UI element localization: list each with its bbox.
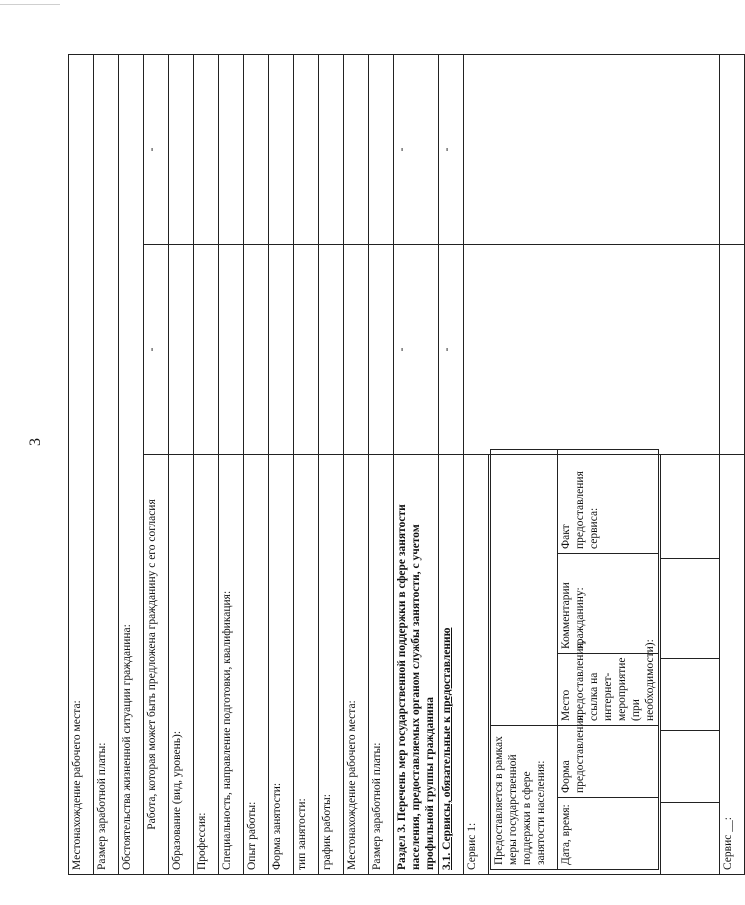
scan-edge-mark xyxy=(0,4,60,5)
empty-cell xyxy=(344,245,369,455)
service-n-label: Сервис __: xyxy=(720,455,745,875)
education-row: Образование (вид, уровень): xyxy=(169,455,194,875)
table-row xyxy=(369,54,394,874)
table-row xyxy=(294,54,319,874)
work-schedule-row: график работы: xyxy=(319,455,344,875)
table-row xyxy=(269,54,294,874)
table-row xyxy=(344,54,369,874)
empty-cell xyxy=(661,659,720,731)
employment-form-row: Форма занятости: xyxy=(269,455,294,875)
fact-label: Факт предоставления сервиса: xyxy=(558,449,659,553)
section-3-title: Раздел 3. Перечень мер государственной поддержки в сфере занятости населения, предоставляемых органом службы занятости, с учетом профильной группы гражданина xyxy=(394,455,439,875)
service-1-label: Сервис 1: xyxy=(464,455,489,875)
empty-cell xyxy=(169,245,194,455)
workplace-location-2-row: Местонахождение рабочего места: xyxy=(344,455,369,875)
empty-cell xyxy=(369,245,394,455)
salary-size-2-row: Размер заработной платы: xyxy=(369,455,394,875)
datetime-label: Дата, время: xyxy=(558,798,659,870)
table-row xyxy=(558,449,659,869)
table-row xyxy=(491,449,558,869)
dash-cell: - xyxy=(394,54,439,244)
provided-within-label: Предоставляется в рамках меры государственной поддержки в сфере занятости населения: xyxy=(491,725,558,869)
dash-cell: - xyxy=(144,54,169,244)
table-row xyxy=(319,54,344,874)
empty-cell xyxy=(244,54,269,244)
table-row xyxy=(439,54,464,874)
table-row xyxy=(720,54,745,874)
empty-cell xyxy=(661,731,720,803)
work-offered-heading: Работа, которая может быть предложена гражданину с его согласия xyxy=(144,455,169,875)
empty-cell xyxy=(219,245,244,455)
table-row xyxy=(94,54,119,874)
dash-cell: - xyxy=(439,54,464,244)
service-1-block xyxy=(489,455,661,875)
empty-cell xyxy=(464,54,720,244)
empty-cell xyxy=(661,455,720,559)
empty-cell xyxy=(269,245,294,455)
empty-cell xyxy=(194,245,219,455)
workplace-location-row: Местонахождение рабочего места: xyxy=(69,54,94,874)
table-row xyxy=(394,54,439,874)
rotated-form xyxy=(68,55,734,875)
table-row xyxy=(244,54,269,874)
empty-cell xyxy=(244,245,269,455)
empty-cell xyxy=(219,54,244,244)
place-label: Место предоставления, ссылка на интернет-мероприятие (при необходимости): xyxy=(558,653,659,725)
empty-cell xyxy=(720,54,745,244)
empty-cell xyxy=(319,245,344,455)
salary-size-row: Размер заработной платы: xyxy=(94,54,119,874)
empty-cell xyxy=(319,54,344,244)
table-row xyxy=(464,54,489,874)
empty-cell xyxy=(464,245,720,455)
empty-cell xyxy=(294,245,319,455)
dash-cell: - xyxy=(144,245,169,455)
employment-type-row: тип занятости: xyxy=(294,455,319,875)
form-label: Форма предоставления: xyxy=(558,725,659,797)
specialty-row: Специальность, направление подготовки, квалификация: xyxy=(219,455,244,875)
work-experience-row: Опыт работы: xyxy=(244,455,269,875)
life-circumstances-row: Обстоятельства жизненной ситуации гражданина: xyxy=(119,54,144,874)
empty-cell xyxy=(194,54,219,244)
dash-cell: - xyxy=(439,245,464,455)
empty-cell xyxy=(661,559,720,659)
dash-cell: - xyxy=(394,245,439,455)
section-3-1-title: 3.1. Сервисы, обязательные к предоставлению xyxy=(439,455,464,875)
service-1-details xyxy=(490,449,659,870)
comments-label: Комментарии гражданину: xyxy=(558,553,659,653)
table-row xyxy=(219,54,244,874)
empty-cell xyxy=(720,245,745,455)
table-row xyxy=(169,54,194,874)
table-row xyxy=(144,54,169,874)
table-row xyxy=(119,54,144,874)
empty-cell xyxy=(269,54,294,244)
empty-cell xyxy=(169,54,194,244)
plan-form-table xyxy=(68,54,745,875)
empty-cell xyxy=(294,54,319,244)
page-number: 3 xyxy=(27,438,44,446)
empty-cell xyxy=(344,54,369,244)
empty-cell xyxy=(369,54,394,244)
empty-cell xyxy=(661,803,720,875)
table-row xyxy=(69,54,94,874)
provided-within-value xyxy=(491,449,558,725)
profession-row: Профессия: xyxy=(194,455,219,875)
table-row xyxy=(194,54,219,874)
